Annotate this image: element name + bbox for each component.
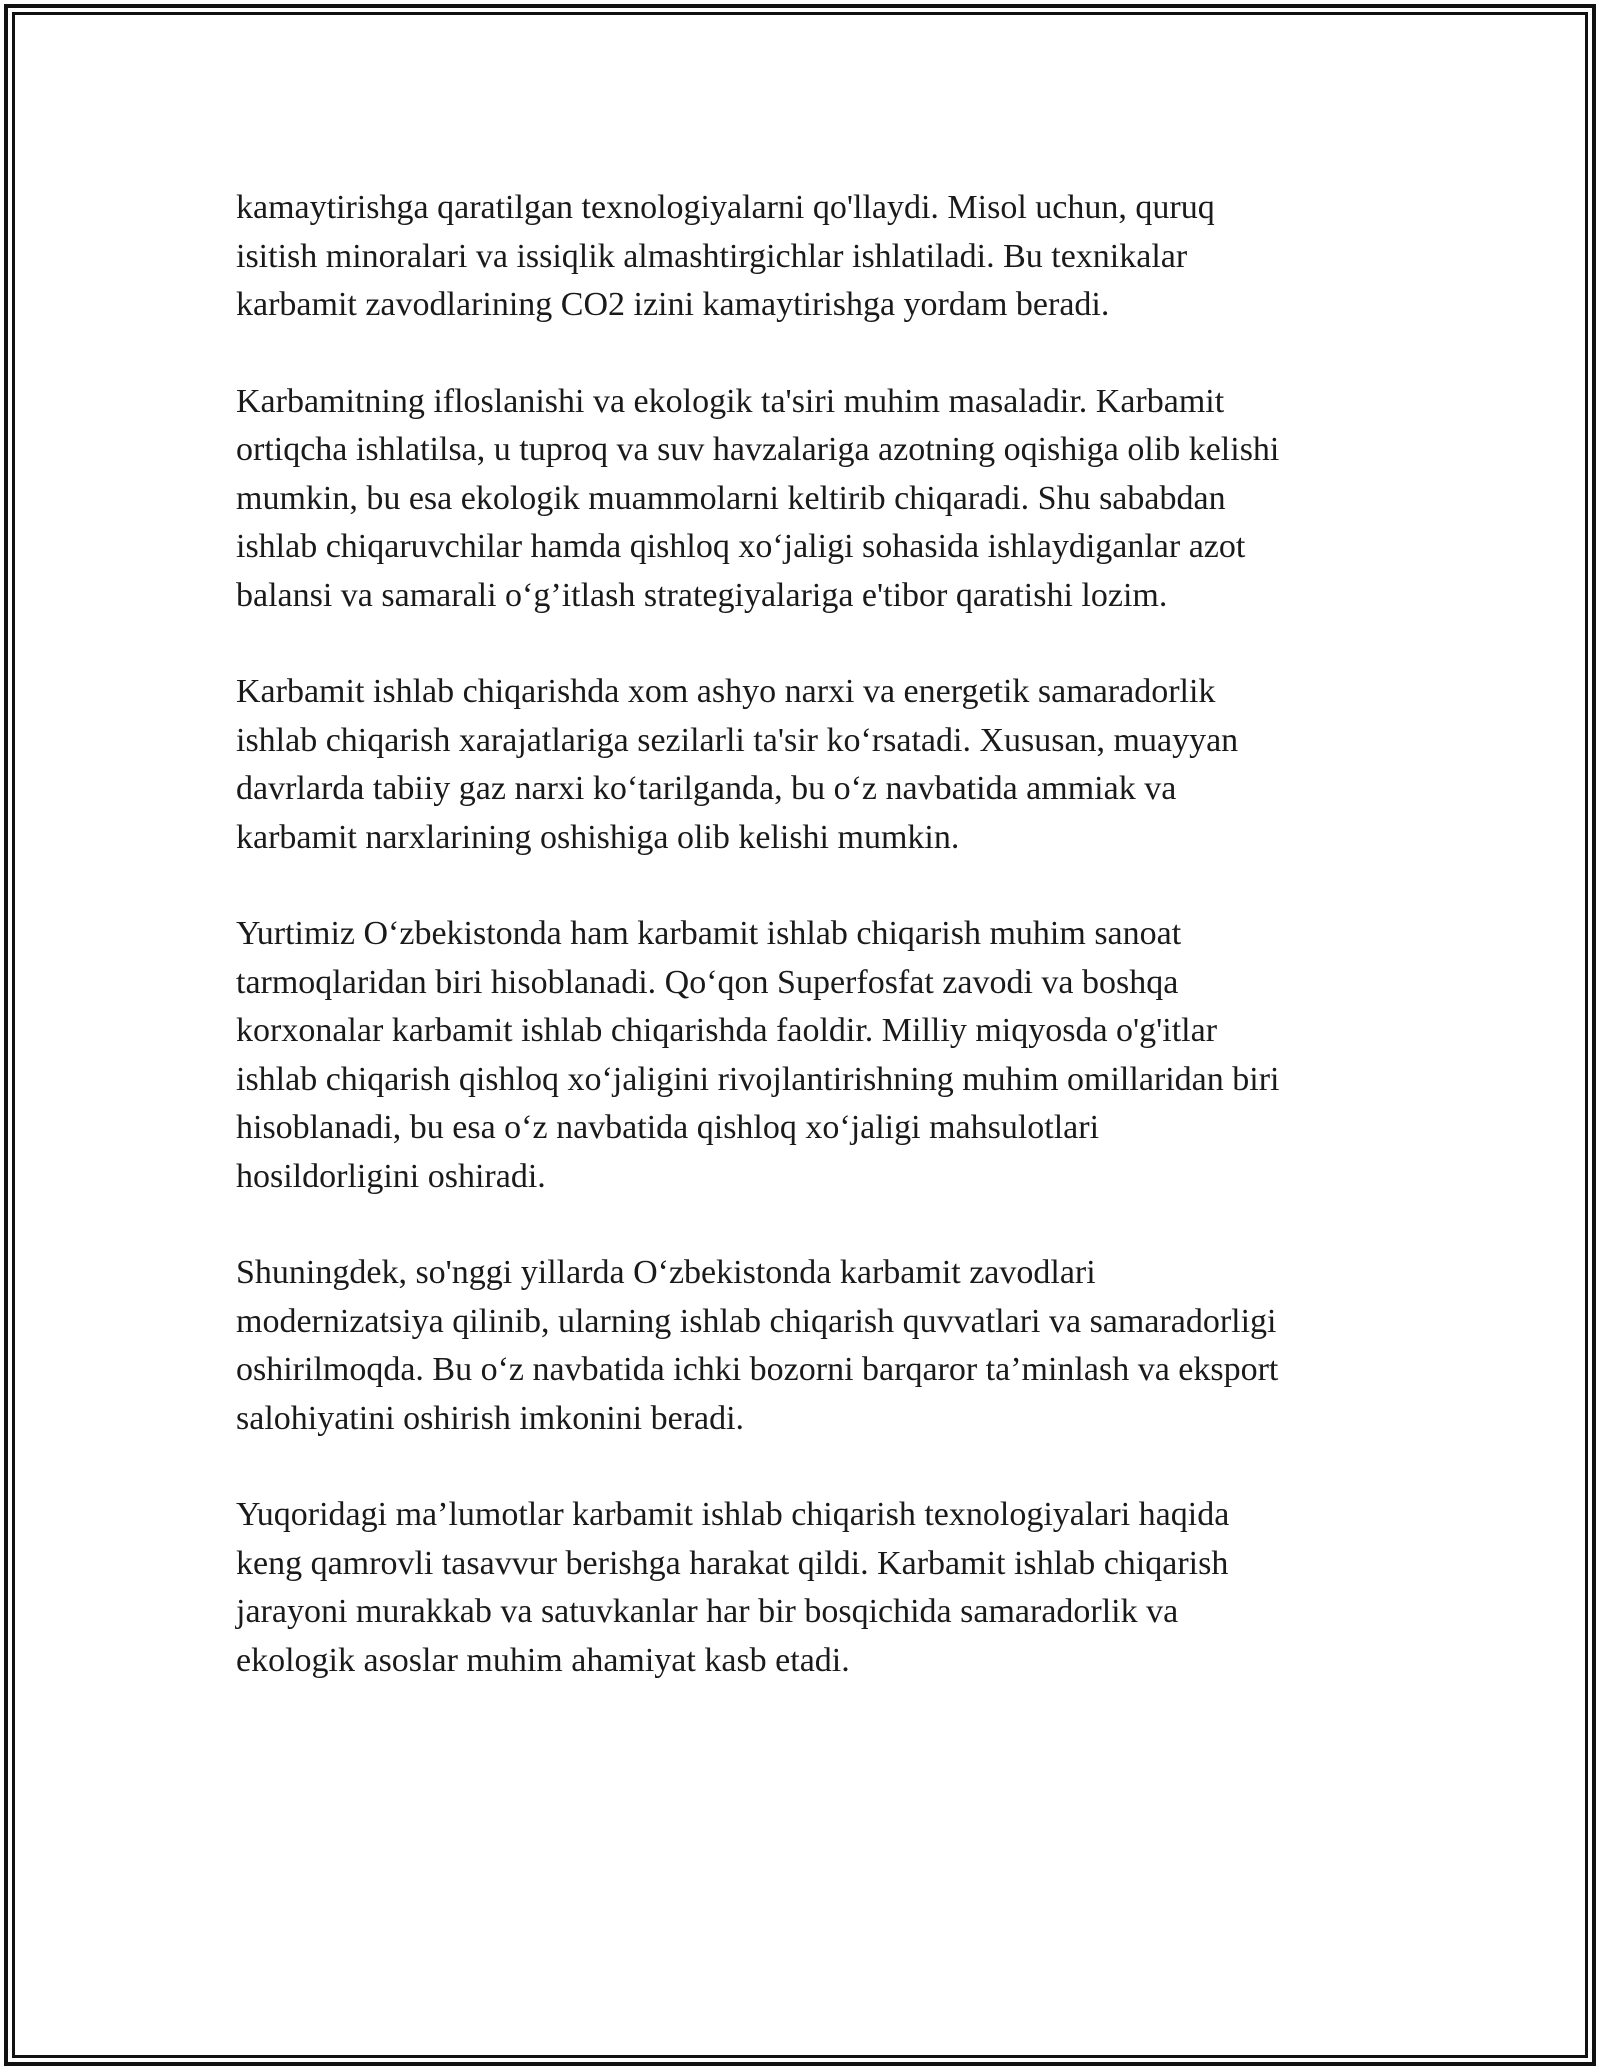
- paragraph-4: Yurtimiz O‘zbekistonda ham karbamit ishlab chiqarish muhim sanoat tarmoqlaridan biri hisoblanadi. Qo‘qon Superfosfat zavodi va boshqa korxonalar karbamit ishlab chiqarishda faoldir. Milliy miqyosda o'g'itlar ishlab chiqarish qishloq xo‘jaligini rivojlantirishning muhim omillaridan biri hisoblanadi, bu esa o‘z navbatida qishloq xo‘jaligi mahsulotlari hosildorligini oshiradi.: [236, 915, 1280, 1195]
- paragraph-3: Karbamit ishlab chiqarishda xom ashyo narxi va energetik samaradorlik ishlab chiqarish xarajatlariga sezilarli ta'sir ko‘rsatadi. Xususan, muayyan davrlarda tabiiy gaz narxi ko‘tarilganda, bu o‘z navbatida ammiak va karbamit narxlarining oshishiga olib kelishi mumkin.: [236, 673, 1239, 856]
- paragraph-1: kamaytirishga qaratilgan texnologiyalarni qo'llaydi. Misol uchun, quruq isitish minoralari va issiqlik almashtirgichlar ishlatiladi. Bu texnikalar karbamit zavodlarining CO2 izini kamaytirishga yordam beradi.: [236, 189, 1215, 323]
- paragraph-5: Shuningdek, so'nggi yillarda O‘zbekistonda karbamit zavodlari modernizatsiya qilinib, ularning ishlab chiqarish quvvatlari va samaradorligi oshirilmoqda. Bu o‘z navbatida ichki bozorni barqaror ta’minlash va eksport salohiyatini oshirish imkonini beradi.: [236, 1254, 1279, 1437]
- paragraph-2: Karbamitning ifloslanishi va ekologik ta'siri muhim masaladir. Karbamit ortiqcha ishlatilsa, u tuproq va suv havzalariga azotning oqishiga olib kelishi mumkin, bu esa ekologik muammolarni keltirib chiqaradi. Shu sababdan ishlab chiqaruvchilar hamda qishloq xo‘jaligi sohasida ishlaydiganlar azot balansi va samarali o‘g’itlash strategiyalariga e'tibor qaratishi lozim.: [236, 382, 1280, 614]
- paragraph-6: Yuqoridagi ma’lumotlar karbamit ishlab chiqarish texnologiyalari haqida keng qamrovli tasavvur berishga harakat qildi. Karbamit ishlab chiqarish jarayoni murakkab va satuvkanlar har bir bosqichida samaradorlik va ekologik asoslar muhim ahamiyat kasb etadi.: [236, 1496, 1230, 1679]
- document-body: [236, 184, 1376, 1733]
